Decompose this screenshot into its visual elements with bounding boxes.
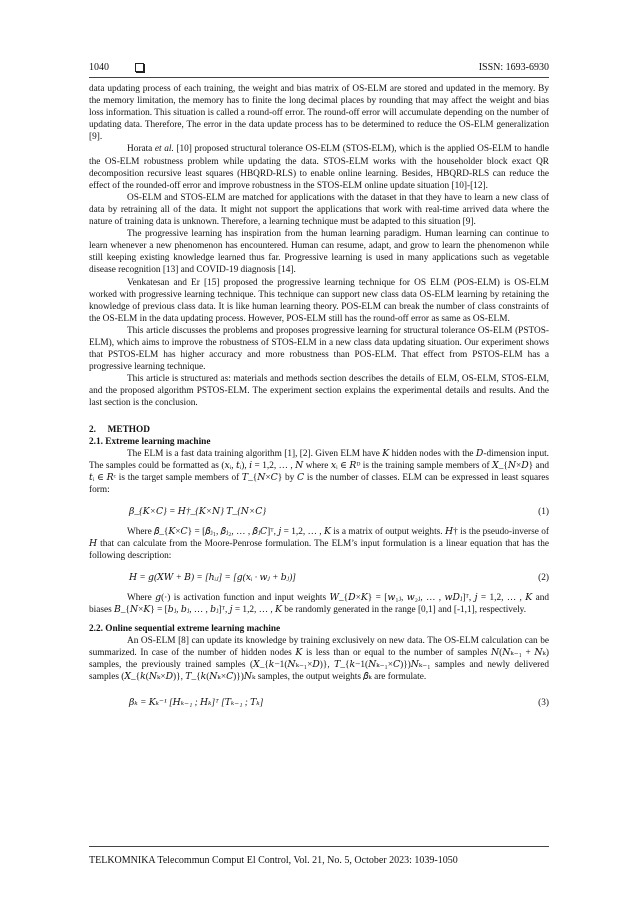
square-bullet-icon xyxy=(135,63,144,72)
paragraph-2-rest: [10] proposed structural tolerance OS-ELM (STOS-ELM), which is the applied OS-ELM to handle the OS-ELM robustness problem while updating the data. STOS-ELM works with the householder block exact QR decomposition recursive least squares (HBQRD-RLS) to enable online learning. Besides, HBQRD-RLS can reduce the effect of the rounded-off error and improve robustness in the STOS-ELM online update situation [10]-[12]. xyxy=(89,144,549,191)
page-number: 1040 xyxy=(89,62,109,73)
equation-1-number: (1) xyxy=(538,507,549,518)
equation-2-number: (2) xyxy=(538,573,549,584)
equation-3 xyxy=(89,689,549,717)
equation-2-body: 𝐻 = 𝑔(𝑋𝑊 + 𝐵) = [ℎᵢⱼ] = [𝑔(𝑥ᵢ · 𝑤ⱼ + 𝑏ⱼ)] xyxy=(129,573,296,584)
article-body xyxy=(89,83,549,717)
section-number: 2. xyxy=(89,424,96,435)
subsection-heading-1: 2.1. Extreme learning machine xyxy=(89,436,211,447)
elm-paragraph: The ELM is a fast data training algorithm [1], [2]. Given ELM have 𝐾 hidden nodes with the 𝐷-dimension input. The samples could be formatted as (𝑥ᵢ, 𝑡ᵢ), 𝑖 = 1,2, … , 𝑁 where 𝑥ᵢ ∈ 𝑅ᴰ is the training sample members of 𝑋_{𝑁×𝐷} and 𝑡ᵢ ∈ 𝑅ᶜ is the target sample members of 𝑇_{𝑁×𝐶} by 𝐶 is the number of classes. ELM can be expressed in least squares form: xyxy=(89,448,549,495)
header-rule xyxy=(89,77,549,78)
section-heading xyxy=(89,424,549,436)
et-al-italic: et al. xyxy=(154,144,174,155)
equation-3-number: (3) xyxy=(538,698,549,709)
equation-3-body: 𝛽ₖ = 𝐾ₖ⁻¹ [𝐻ₖ₋₁ ; 𝐻ₖ]ᵀ [𝑇ₖ₋₁ ; 𝑇ₖ] xyxy=(129,698,264,709)
section-title: METHOD xyxy=(107,424,150,435)
paragraph-3: OS-ELM and STOS-ELM are matched for applications with the dataset in that they have to learn a new class of data by retraining all of the data. It might not support the applications that work with real-time arrived data where the nature of training data is unknown. Therefore, a learning technique must be adapted to this situation [9]. xyxy=(89,192,549,228)
running-footer: TELKOMNIKA Telecommun Comput El Control, Vol. 21, No. 5, October 2023: 1039-1050 xyxy=(89,855,458,866)
equation-2-description: Where 𝑔(·) is activation function and input weights 𝑊_{𝐷×𝐾} = [𝑤₁ⱼ, 𝑤₂ⱼ, … , 𝑤𝐷ⱼ]ᵀ, 𝑗 = 1,2, … , 𝐾 and biases 𝐵_{𝑁×𝐾} = [𝑏ⱼ, 𝑏ⱼ, … , 𝑏ⱼ]ᵀ, 𝑗 = 1,2, … , 𝐾 be randomly generated in the range [0,1] and [-1,1], respectively. xyxy=(89,593,549,616)
subsection-heading-2: 2.2. Online sequential extreme learning machine xyxy=(89,623,281,634)
equation-1 xyxy=(89,502,549,522)
paragraph-4: The progressive learning has inspiration from the human learning paradigm. Human learning can continue to learn whenever a new phenomenon has encountered. Human can resume, adapt, and grow to learn the phenomenon while still keeping existing knowledge learned thus far. Progressive learning is used in many applications such as vegetable disease recognition [13] and COVID-19 diagnosis [14]. xyxy=(89,229,549,276)
equation-1-body: 𝛽_{𝐾×𝐶} = 𝐻†_{𝐾×𝑁} 𝑇_{𝑁×𝐶} xyxy=(129,507,267,518)
paragraph-2-start: Horata xyxy=(127,144,155,155)
equation-1-description: Where 𝛽_{𝐾×𝐶} = [𝛽ⱼ₁, 𝛽ⱼ₂, … , 𝛽ⱼ𝐶]ᵀ, 𝑗 = 1,2, … , 𝐾 is a matrix of output weights. 𝐻† is the pseudo-inverse of 𝐻 that can calculate from the Moore-Penrose formulation. The ELM’s input formulation is a linear equation that has the following description: xyxy=(89,527,549,562)
paragraph-5: Venkatesan and Er [15] proposed the progressive learning technique for OS ELM (POS-ELM) is OS-ELM worked with progressive learning technique. This technique can support new class data OS-ELM learning by retaining the knowledge of previous class data. It is like human learning theory. POS-ELM can break the number of class constraints of the OS-ELM in the data updating process. However, POS-ELM still has the round-off error as same as OS-ELM. xyxy=(89,277,549,324)
paragraph-1: data updating process of each training, the weight and bias matrix of OS-ELM are stored and updated in the memory. By the memory limitation, the memory has to finite the long decimal places by rounding that may affect the weight and bias loss information. This situation is called a round-off error. The round-off error will accumulate depending on the number of updating data. Therefore, The error in the data update process has to be determined to reduce the OS-ELM generalization [9]. xyxy=(89,84,549,143)
paragraph-6: This article discusses the problems and proposes progressive learning for structural tolerance OS-ELM (PSTOS-ELM), which aims to improve the robustness of STOS-ELM in a new class data updating situation. Our experiment shows that PSTOS-ELM has higher accuracy and more robustness than POS-ELM. That effect from PSTOS-ELM has a progressive learning technique. xyxy=(89,325,549,373)
footer-rule xyxy=(89,846,549,847)
paragraph-2 xyxy=(89,143,549,191)
os-elm-paragraph: An OS-ELM [8] can update its knowledge by training exclusively on new data. The OS-ELM calculation can be summarized. In case of the number of hidden nodes 𝐾 is less than or equal to the number of samples 𝑁(𝑁ₖ₋₁ + 𝑁ₖ) samples, the previously trained samples (𝑋_{𝑘−1(𝑁ₖ₋₁×𝐷)}, 𝑇_{𝑘−1(𝑁ₖ₋₁×𝐶)})𝑁ₖ₋₁ samples and newly delivered samples (𝑋_{𝑘(𝑁ₖ×𝐷)}, 𝑇_{𝑘(𝑁ₖ×𝐶)})𝑁ₖ samples, the output weights 𝛽ₖ are formulate. xyxy=(89,635,549,682)
equation-2 xyxy=(89,568,549,588)
issn-label: ISSN: 1693-6930 xyxy=(478,62,549,73)
paragraph-7: This article is structured as: materials and methods section describes the details of ELM, OS-ELM, STOS-ELM, and the proposed algorithm PSTOS-ELM. The experiment section explains the experimental details and results. And the last section is the conclusion. xyxy=(89,374,549,409)
